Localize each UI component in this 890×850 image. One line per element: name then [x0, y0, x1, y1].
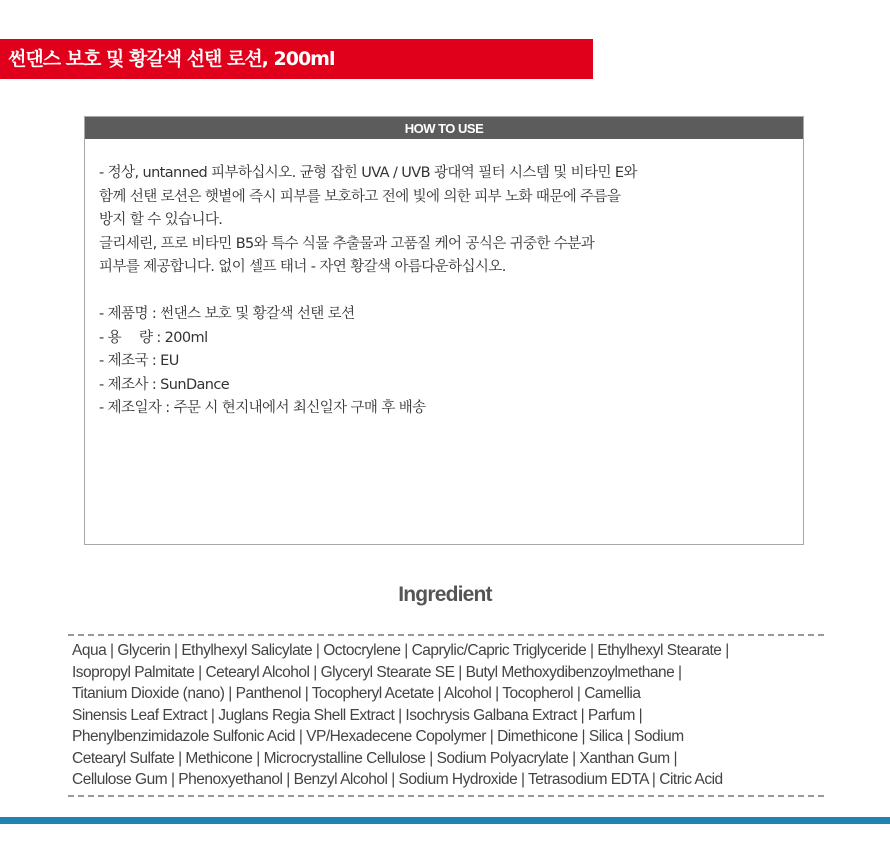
ingredient-title: Ingredient	[398, 583, 492, 606]
description-line: - 정상, untanned 피부하십시오. 균형 잡힌 UVA / UVB 광대역 필터 시스템 및 비타민 E와	[99, 165, 637, 181]
how-to-use-header: HOW TO USE	[85, 117, 803, 139]
ingredient-line: Isopropyl Palmitate | Cetearyl Alcohol | Glyceryl Stearate SE | Butyl Methoxydibenzoylmethane |	[72, 663, 682, 681]
spacer	[99, 280, 793, 304]
dashed-divider-bottom	[68, 795, 824, 797]
spec-volume: - 용 량 : 200ml	[99, 329, 208, 346]
product-title-banner	[0, 39, 593, 79]
bottom-accent-bar	[0, 817, 890, 824]
dashed-divider-top	[68, 634, 824, 636]
spec-manufacture-date: - 제조일자 : 주문 시 현지내에서 최신일자 구매 후 배송	[99, 400, 426, 416]
how-to-use-box	[84, 116, 804, 545]
ingredient-line: Cellulose Gum | Phenoxyethanol | Benzyl Alcohol | Sodium Hydroxide | Tetrasodium EDTA | Citric Acid	[72, 771, 723, 788]
spec-product-name: - 제품명 : 썬댄스 보호 및 황갈색 선탠 로션	[99, 306, 355, 322]
ingredient-line: Cetearyl Sulfate | Methicone | Microcrystalline Cellulose | Sodium Polyacrylate | Xanthan Gum |	[72, 749, 677, 767]
ingredient-line: Aqua | Glycerin | Ethylhexyl Salicylate | Octocrylene | Caprylic/Capric Triglyceride | Ethylhexyl Stearate |	[72, 642, 729, 659]
description-line: 피부를 제공합니다. 없이 셀프 태너 - 자연 황갈색 아름다운하십시오.	[99, 259, 506, 275]
ingredient-list	[72, 640, 824, 791]
spec-country: - 제조국 : EU	[99, 353, 179, 369]
ingredient-line: Sinensis Leaf Extract | Juglans Regia Shell Extract | Isochrysis Galbana Extract | Parfum |	[72, 706, 643, 724]
description-line: 방지 할 수 있습니다.	[99, 212, 223, 228]
description-line: 함께 선탠 로션은 햇볕에 즉시 피부를 보호하고 전에 빛에 의한 피부 노화 때문에 주름을	[99, 188, 621, 205]
spec-manufacturer: - 제조사 : SunDance	[99, 376, 230, 393]
ingredient-line: Titanium Dioxide (nano) | Panthenol | Tocopheryl Acetate | Alcohol | Tocopherol | Camellia	[72, 685, 641, 702]
how-to-use-body	[99, 162, 793, 421]
product-title: 썬댄스 보호 및 황갈색 선탠 로션, 200ml	[8, 48, 335, 70]
description-line: 글리세린, 프로 비타민 B5와 특수 식물 추출물과 고품질 케어 공식은 귀중한 수분과	[99, 235, 595, 252]
ingredient-line: Phenylbenzimidazole Sulfonic Acid | VP/Hexadecene Copolymer | Dimethicone | Silica | Sodium	[72, 728, 684, 745]
